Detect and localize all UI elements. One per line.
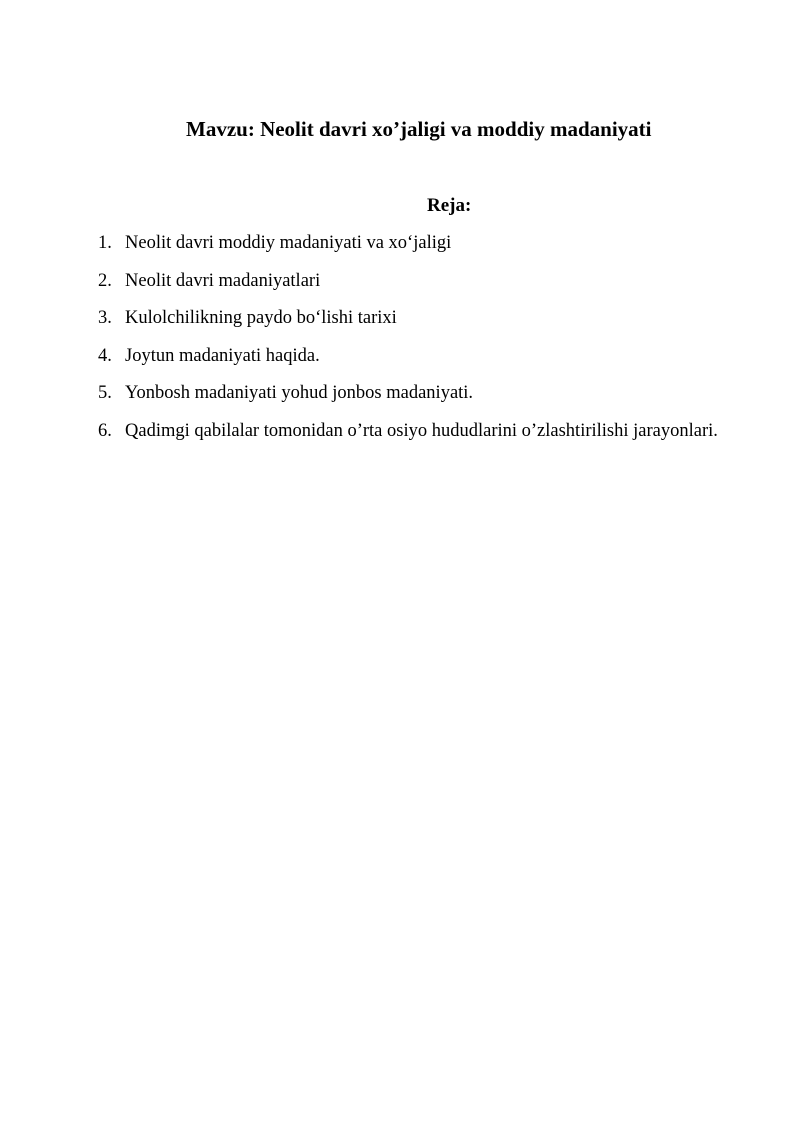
document-title: Mavzu: Neolit davri xo’jaligi va moddiy madaniyati [186, 117, 652, 141]
plan-item-number: 2. [98, 270, 112, 291]
plan-item-text: Kulolchilikning paydo bo‘lishi tarixi [125, 308, 397, 328]
plan-item-number: 1. [98, 233, 112, 253]
plan-item-1 [98, 225, 742, 263]
plan-item-number: 4. [98, 345, 112, 366]
plan-item-text: Qadimgi qabilalar tomonidan o’rta osiyo hududlarini o’zlashtirilishi jarayonlari. [125, 420, 718, 441]
plan-item-text: Yonbosh madaniyati yohud jonbos madaniyati. [125, 383, 474, 403]
plan-item-4 [98, 338, 742, 376]
plan-item-3 [98, 300, 742, 338]
plan-list [98, 225, 742, 450]
plan-item-6 [98, 413, 742, 451]
plan-item-number: 6. [98, 420, 112, 441]
plan-item-2 [98, 263, 742, 301]
plan-heading: Reja: [427, 195, 472, 216]
plan-item-text: Neolit davri moddiy madaniyati va xo‘jaligi [125, 233, 452, 253]
plan-item-text: Neolit davri madaniyatlari [125, 270, 321, 291]
plan-item-number: 3. [98, 308, 112, 328]
plan-item-5 [98, 375, 742, 413]
plan-item-text: Joytun madaniyati haqida. [125, 345, 320, 366]
plan-item-number: 5. [98, 383, 112, 403]
